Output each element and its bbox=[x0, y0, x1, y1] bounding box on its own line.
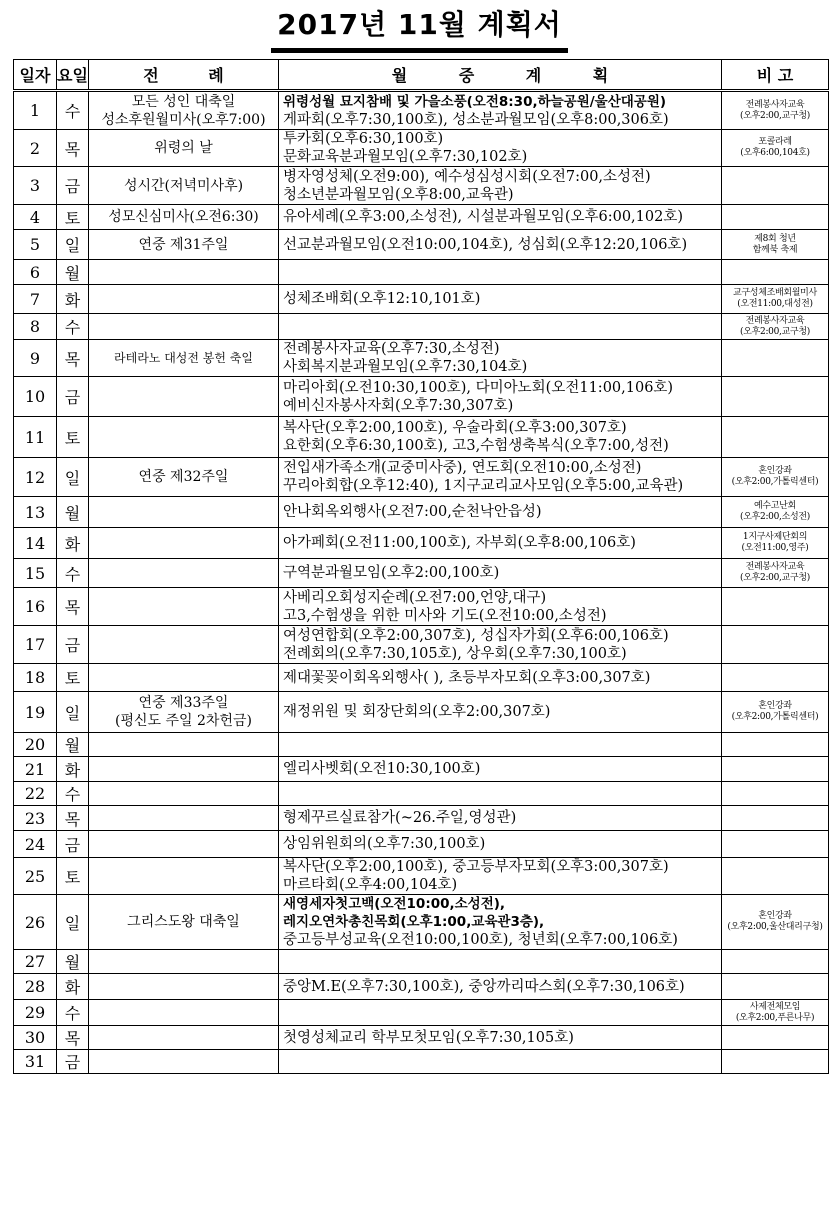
day-cell: 19 bbox=[14, 692, 57, 733]
plan-line: 고3,수험생을 위한 미사와 기도(오전10:00,소성전) bbox=[283, 607, 607, 624]
weekday-cell: 일 bbox=[57, 458, 89, 497]
plan-line: 마리아회(오전10:30,100호), 다미아노회(오전11:00,106호) bbox=[283, 379, 674, 396]
table-row bbox=[14, 130, 829, 167]
liturgy-cell bbox=[89, 733, 279, 757]
plan-line: 아가페회(오전11:00,100호), 자부회(오후8:00,106호) bbox=[283, 535, 636, 551]
table-row bbox=[14, 831, 829, 858]
plan-line: 선교분과월모임(오전10:00,104호), 성심회(오후12:20,106호) bbox=[283, 236, 688, 253]
header-row bbox=[14, 60, 829, 91]
notes-cell bbox=[722, 782, 829, 806]
notes-cell bbox=[722, 314, 829, 340]
weekday-cell: 화 bbox=[57, 528, 89, 559]
plan-line: 복사단(오후2:00,100호), 우술라회(오후3:00,307호) bbox=[283, 420, 627, 436]
table-row bbox=[14, 1050, 829, 1074]
liturgy-cell bbox=[89, 205, 279, 230]
liturgy-cell bbox=[89, 831, 279, 858]
note-line: (오후2:00,소성전) bbox=[740, 512, 810, 522]
weekday-cell: 화 bbox=[57, 757, 89, 782]
plan-line: 안나회옥외행사(오전7:00,순천낙안읍성) bbox=[283, 504, 542, 520]
plans-cell bbox=[279, 757, 722, 782]
liturgy-cell bbox=[89, 230, 279, 260]
liturgy-cell bbox=[89, 664, 279, 692]
day-cell: 16 bbox=[14, 588, 57, 626]
header-dow: 요일 bbox=[57, 60, 89, 91]
weekday-cell: 수 bbox=[57, 314, 89, 340]
plan-line: 상임위원회의(오후7:30,100호) bbox=[283, 836, 486, 852]
liturgy-cell bbox=[89, 895, 279, 950]
liturgy-line: 성시간(저녁미사후) bbox=[123, 177, 244, 194]
day-cell: 9 bbox=[14, 340, 57, 377]
plan-line: 투카회(오후6:30,100호) bbox=[283, 131, 444, 147]
note-line: (오후2:00,교구청) bbox=[740, 110, 810, 121]
notes-cell bbox=[722, 205, 829, 230]
weekday-cell: 금 bbox=[57, 831, 89, 858]
table-row bbox=[14, 91, 829, 130]
day-cell: 18 bbox=[14, 664, 57, 692]
liturgy-cell bbox=[89, 974, 279, 1000]
note-line: 전례봉사자교육 bbox=[745, 99, 805, 110]
weekday-cell: 목 bbox=[57, 130, 89, 167]
day-cell: 30 bbox=[14, 1026, 57, 1050]
weekday-cell: 일 bbox=[57, 692, 89, 733]
liturgy-cell bbox=[89, 314, 279, 340]
monthly-plan-table bbox=[13, 59, 829, 1074]
table-row bbox=[14, 782, 829, 806]
table-row bbox=[14, 626, 829, 664]
day-cell: 8 bbox=[14, 314, 57, 340]
day-cell: 31 bbox=[14, 1050, 57, 1074]
plan-line: 엘리사벳회(오전10:30,100호) bbox=[283, 761, 481, 777]
weekday-cell: 금 bbox=[57, 1050, 89, 1074]
weekday-cell: 목 bbox=[57, 806, 89, 831]
day-cell: 28 bbox=[14, 974, 57, 1000]
liturgy-cell bbox=[89, 757, 279, 782]
liturgy-cell bbox=[89, 588, 279, 626]
note-line: 혼인강좌 bbox=[758, 466, 792, 476]
day-cell: 12 bbox=[14, 458, 57, 497]
plan-line: 마르타회(오후4:00,104호) bbox=[283, 877, 458, 893]
plan-line: 전례봉사자교육(오후7:30,소성전) bbox=[283, 341, 500, 357]
table-row bbox=[14, 858, 829, 895]
notes-cell bbox=[722, 1050, 829, 1074]
day-cell: 1 bbox=[14, 91, 57, 130]
note-line: 전례봉사자교육 bbox=[745, 562, 805, 572]
liturgy-cell bbox=[89, 167, 279, 205]
notes-cell bbox=[722, 733, 829, 757]
table-row bbox=[14, 230, 829, 260]
day-cell: 7 bbox=[14, 285, 57, 314]
plan-line: 레지오연차총친목회(오후1:00,교육관3층), bbox=[283, 914, 545, 930]
table-row bbox=[14, 377, 829, 417]
day-cell: 23 bbox=[14, 806, 57, 831]
weekday-cell: 수 bbox=[57, 1000, 89, 1026]
note-line: 예수고난회 bbox=[754, 501, 796, 511]
weekday-cell: 토 bbox=[57, 858, 89, 895]
note-line: 포콜라레 bbox=[758, 137, 792, 147]
plans-cell bbox=[279, 733, 722, 757]
liturgy-cell bbox=[89, 626, 279, 664]
weekday-cell: 월 bbox=[57, 260, 89, 285]
day-cell: 24 bbox=[14, 831, 57, 858]
notes-cell bbox=[722, 950, 829, 974]
day-cell: 6 bbox=[14, 260, 57, 285]
liturgy-cell bbox=[89, 285, 279, 314]
table-row bbox=[14, 528, 829, 559]
weekday-cell: 월 bbox=[57, 497, 89, 528]
plan-line: 예비신자봉사자회(오후7:30,307호) bbox=[283, 397, 514, 414]
plan-line: 복사단(오후2:00,100호), 중고등부자모회(오후3:00,307호) bbox=[283, 859, 669, 875]
note-line: (오전11:00,대성전) bbox=[737, 299, 813, 309]
table-row bbox=[14, 559, 829, 588]
weekday-cell: 수 bbox=[57, 91, 89, 130]
note-line: (오전11:00,영주) bbox=[741, 543, 809, 553]
plans-cell bbox=[279, 895, 722, 950]
plan-line: 구역분과월모임(오후2:00,100호) bbox=[283, 565, 500, 581]
table-row bbox=[14, 950, 829, 974]
plan-line: 여성연합회(오후2:00,307호), 성십자가회(오후6:00,106호) bbox=[283, 627, 669, 644]
plan-line: 위령성월 묘지참배 및 가을소풍(오전8:30,하늘공원/울산대공원) bbox=[283, 93, 667, 110]
weekday-cell: 수 bbox=[57, 782, 89, 806]
notes-cell bbox=[722, 757, 829, 782]
plans-cell bbox=[279, 285, 722, 314]
note-line: (오후2:00,가톨릭센터) bbox=[731, 477, 819, 487]
plan-rows bbox=[14, 91, 829, 1074]
liturgy-cell bbox=[89, 497, 279, 528]
plans-cell bbox=[279, 1050, 722, 1074]
liturgy-cell bbox=[89, 340, 279, 377]
plans-cell bbox=[279, 417, 722, 458]
notes-cell bbox=[722, 664, 829, 692]
table-row bbox=[14, 757, 829, 782]
note-line: 혼인강좌 bbox=[758, 701, 792, 711]
weekday-cell: 토 bbox=[57, 664, 89, 692]
plans-cell bbox=[279, 626, 722, 664]
table-row bbox=[14, 340, 829, 377]
notes-cell bbox=[722, 167, 829, 205]
liturgy-cell bbox=[89, 559, 279, 588]
weekday-cell: 토 bbox=[57, 205, 89, 230]
notes-cell bbox=[722, 130, 829, 167]
note-line: 함께북 축제 bbox=[752, 244, 798, 255]
plans-cell bbox=[279, 91, 722, 130]
plan-line: 사회복지분과월모임(오후7:30,104호) bbox=[283, 359, 528, 375]
day-cell: 25 bbox=[14, 858, 57, 895]
liturgy-cell bbox=[89, 806, 279, 831]
note-line: (오후6:00,104호) bbox=[740, 148, 810, 158]
note-line: (오후2:00,울산대리구청) bbox=[727, 922, 823, 932]
liturgy-cell bbox=[89, 377, 279, 417]
liturgy-line: 성소후원월미사(오후7:00) bbox=[101, 111, 266, 128]
liturgy-line: 연중 제31주일 bbox=[138, 236, 229, 253]
note-line: (오후2:00,가톨릭센터) bbox=[731, 712, 819, 722]
plan-line: 중고등부성교육(오전10:00,100호), 청년회(오후7:00,106호) bbox=[283, 932, 678, 948]
plans-cell bbox=[279, 497, 722, 528]
day-cell: 4 bbox=[14, 205, 57, 230]
liturgy-cell bbox=[89, 1026, 279, 1050]
notes-cell bbox=[722, 260, 829, 285]
liturgy-cell bbox=[89, 858, 279, 895]
notes-cell bbox=[722, 831, 829, 858]
table-row bbox=[14, 314, 829, 340]
weekday-cell: 화 bbox=[57, 285, 89, 314]
table-row bbox=[14, 458, 829, 497]
liturgy-cell bbox=[89, 260, 279, 285]
plan-line: 형제꾸르실료참가(~26.주일,영성관) bbox=[283, 810, 517, 826]
table-row bbox=[14, 167, 829, 205]
weekday-cell: 금 bbox=[57, 377, 89, 417]
liturgy-cell bbox=[89, 692, 279, 733]
day-cell: 14 bbox=[14, 528, 57, 559]
table-row bbox=[14, 895, 829, 950]
plans-cell bbox=[279, 782, 722, 806]
plans-cell bbox=[279, 950, 722, 974]
header-day: 일자 bbox=[14, 60, 57, 91]
day-cell: 13 bbox=[14, 497, 57, 528]
note-line: (오후2:00,교구청) bbox=[740, 326, 810, 337]
plans-cell bbox=[279, 974, 722, 1000]
liturgy-line: 연중 제33주일 bbox=[138, 695, 229, 711]
notes-cell bbox=[722, 497, 829, 528]
plans-cell bbox=[279, 588, 722, 626]
plans-cell bbox=[279, 1000, 722, 1026]
liturgy-cell bbox=[89, 417, 279, 458]
plans-cell bbox=[279, 559, 722, 588]
notes-cell bbox=[722, 559, 829, 588]
weekday-cell: 목 bbox=[57, 588, 89, 626]
table-row bbox=[14, 664, 829, 692]
header-plans: 월 중 계 획 bbox=[279, 60, 722, 91]
table-row bbox=[14, 974, 829, 1000]
note-line: 1지구사제단회의 bbox=[742, 532, 808, 542]
notes-cell bbox=[722, 230, 829, 260]
liturgy-cell bbox=[89, 458, 279, 497]
day-cell: 17 bbox=[14, 626, 57, 664]
notes-cell bbox=[722, 692, 829, 733]
weekday-cell: 월 bbox=[57, 950, 89, 974]
notes-cell bbox=[722, 458, 829, 497]
plans-cell bbox=[279, 230, 722, 260]
plan-line: 병자영성체(오전9:00), 예수성심성시회(오전7:00,소성전) bbox=[283, 168, 651, 185]
plan-line: 전입새가족소개(교중미사중), 연도회(오전10:00,소성전) bbox=[283, 460, 642, 476]
liturgy-line: 라테라노 대성전 봉헌 축일 bbox=[114, 351, 253, 365]
liturgy-cell bbox=[89, 130, 279, 167]
liturgy-cell bbox=[89, 1050, 279, 1074]
note-line: 사제전체모임 bbox=[749, 1001, 801, 1012]
notes-cell bbox=[722, 588, 829, 626]
day-cell: 29 bbox=[14, 1000, 57, 1026]
day-cell: 5 bbox=[14, 230, 57, 260]
plan-line: 전례회의(오후7:30,105호), 상우회(오후7:30,100호) bbox=[283, 645, 627, 662]
plans-cell bbox=[279, 528, 722, 559]
notes-cell bbox=[722, 1026, 829, 1050]
table-row bbox=[14, 692, 829, 733]
plan-line: 성체조배회(오후12:10,101호) bbox=[283, 291, 481, 307]
weekday-cell: 목 bbox=[57, 1026, 89, 1050]
liturgy-line: 성모신심미사(오전6:30) bbox=[108, 209, 259, 225]
plans-cell bbox=[279, 340, 722, 377]
notes-cell bbox=[722, 340, 829, 377]
plan-line: 첫영성체교리 학부모첫모임(오후7:30,105호) bbox=[283, 1029, 574, 1046]
weekday-cell: 월 bbox=[57, 733, 89, 757]
table-row bbox=[14, 260, 829, 285]
table-row bbox=[14, 205, 829, 230]
plan-line: 새영세자첫고백(오전10:00,소성전), bbox=[283, 896, 506, 912]
plan-line: 꾸리아회합(오후12:40), 1지구교리교사모임(오후5:00,교육관) bbox=[283, 478, 684, 494]
plans-cell bbox=[279, 314, 722, 340]
note-line: 혼인강좌 bbox=[758, 911, 792, 921]
day-cell: 11 bbox=[14, 417, 57, 458]
notes-cell bbox=[722, 895, 829, 950]
liturgy-cell bbox=[89, 1000, 279, 1026]
table-row bbox=[14, 733, 829, 757]
plan-line: 재정위원 및 회장단회의(오후2:00,307호) bbox=[283, 704, 551, 720]
liturgy-line: 모든 성인 대축일 bbox=[131, 93, 236, 110]
table-row bbox=[14, 417, 829, 458]
liturgy-cell bbox=[89, 950, 279, 974]
plans-cell bbox=[279, 831, 722, 858]
plans-cell bbox=[279, 130, 722, 167]
plans-cell bbox=[279, 664, 722, 692]
plan-line: 문화교육분과월모임(오후7:30,102호) bbox=[283, 149, 528, 165]
plan-line: 요한회(오후6:30,100호), 고3,수험생축복식(오후7:00,성전) bbox=[283, 438, 669, 454]
liturgy-cell bbox=[89, 528, 279, 559]
liturgy-cell bbox=[89, 782, 279, 806]
day-cell: 20 bbox=[14, 733, 57, 757]
notes-cell bbox=[722, 377, 829, 417]
weekday-cell: 일 bbox=[57, 895, 89, 950]
plan-line: 유아세례(오후3:00,소성전), 시설분과월모임(오후6:00,102호) bbox=[283, 209, 683, 225]
header-liturgy: 전 례 bbox=[89, 60, 279, 91]
header-notes: 비 고 bbox=[722, 60, 829, 91]
weekday-cell: 목 bbox=[57, 340, 89, 377]
table-row bbox=[14, 285, 829, 314]
day-cell: 10 bbox=[14, 377, 57, 417]
plans-cell bbox=[279, 692, 722, 733]
table-row bbox=[14, 1026, 829, 1050]
notes-cell bbox=[722, 806, 829, 831]
note-line: (오후2:00,교구청) bbox=[740, 573, 810, 583]
notes-cell bbox=[722, 528, 829, 559]
plans-cell bbox=[279, 458, 722, 497]
weekday-cell: 화 bbox=[57, 974, 89, 1000]
notes-cell bbox=[722, 974, 829, 1000]
day-cell: 15 bbox=[14, 559, 57, 588]
weekday-cell: 일 bbox=[57, 230, 89, 260]
table-row bbox=[14, 1000, 829, 1026]
plans-cell bbox=[279, 1026, 722, 1050]
notes-cell bbox=[722, 91, 829, 130]
day-cell: 26 bbox=[14, 895, 57, 950]
plans-cell bbox=[279, 167, 722, 205]
table-row bbox=[14, 497, 829, 528]
plan-line: 제대꽃꽂이회옥외행사( ), 초등부자모회(오후3:00,307호) bbox=[283, 669, 651, 686]
day-cell: 27 bbox=[14, 950, 57, 974]
page-title: 2017년 11월 계획서 bbox=[271, 4, 568, 51]
day-cell: 2 bbox=[14, 130, 57, 167]
plans-cell bbox=[279, 858, 722, 895]
note-line: 제8회 청년 bbox=[754, 233, 796, 244]
day-cell: 3 bbox=[14, 167, 57, 205]
notes-cell bbox=[722, 1000, 829, 1026]
plans-cell bbox=[279, 806, 722, 831]
notes-cell bbox=[722, 858, 829, 895]
liturgy-line: (평신도 주일 2차헌금) bbox=[115, 713, 252, 729]
liturgy-line: 그리스도왕 대축일 bbox=[127, 914, 240, 930]
table-row bbox=[14, 588, 829, 626]
note-line: 교구성체조배회월미사 bbox=[733, 288, 817, 298]
note-line: 전례봉사자교육 bbox=[745, 315, 805, 326]
plan-line: 사베리오회성지순례(오전7:00,언양,대구) bbox=[283, 589, 547, 606]
weekday-cell: 금 bbox=[57, 626, 89, 664]
liturgy-line: 연중 제32주일 bbox=[138, 469, 229, 485]
plan-line: 청소년분과월모임(오후8:00,교육관) bbox=[283, 186, 514, 203]
weekday-cell: 금 bbox=[57, 167, 89, 205]
weekday-cell: 토 bbox=[57, 417, 89, 458]
notes-cell bbox=[722, 417, 829, 458]
plan-line: 게파회(오후7:30,100호), 성소분과월모임(오후8:00,306호) bbox=[283, 111, 669, 128]
plans-cell bbox=[279, 260, 722, 285]
day-cell: 21 bbox=[14, 757, 57, 782]
liturgy-cell bbox=[89, 91, 279, 130]
plan-line: 중앙M.E(오후7:30,100호), 중앙까리따스회(오후7:30,106호) bbox=[283, 978, 685, 995]
notes-cell bbox=[722, 626, 829, 664]
notes-cell bbox=[722, 285, 829, 314]
plans-cell bbox=[279, 205, 722, 230]
plans-cell bbox=[279, 377, 722, 417]
weekday-cell: 수 bbox=[57, 559, 89, 588]
note-line: (오후2:00,푸른나무) bbox=[735, 1012, 815, 1023]
table-row bbox=[14, 806, 829, 831]
day-cell: 22 bbox=[14, 782, 57, 806]
liturgy-line: 위령의 날 bbox=[154, 140, 213, 156]
